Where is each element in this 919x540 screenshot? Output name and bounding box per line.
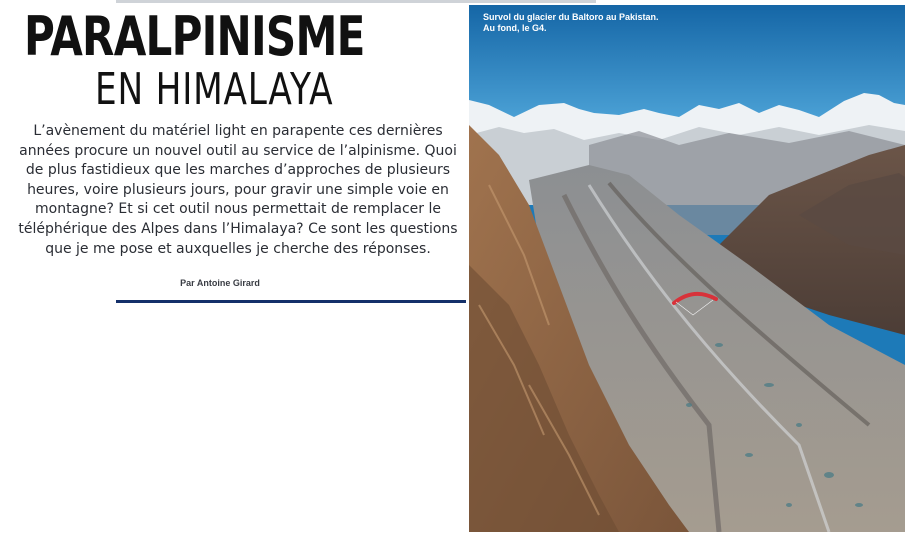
photo-caption — [483, 12, 723, 34]
article-subtitle: EN HIMALAYA — [95, 64, 334, 115]
section-rule — [116, 300, 466, 303]
glacier-photo — [469, 5, 905, 532]
article-intro: L’avènement du matériel light en parapente ces dernières années procure un nouvel outil au service de l’alpinisme. Quoi de plus fastidieux que les marches d’approches de plusieurs heures, voire plusieurs jours, pour gravir une simple voie en montagne? Et si cet outil nous permettait de remplacer le téléphérique des Alpes dans l’Himalaya? Ce sont les questions que je me pose et auxquelles je cherche des réponses. — [18, 123, 458, 257]
photo-caption-line2: Au fond, le G4. — [483, 23, 547, 33]
glacier-landscape-image — [469, 5, 905, 532]
top-divider — [116, 0, 596, 3]
article-byline: Par Antoine Girard — [180, 278, 260, 288]
article-title: PARALPINISME — [24, 5, 365, 68]
photo-caption-line1: Survol du glacier du Baltoro au Pakistan. — [483, 12, 659, 22]
